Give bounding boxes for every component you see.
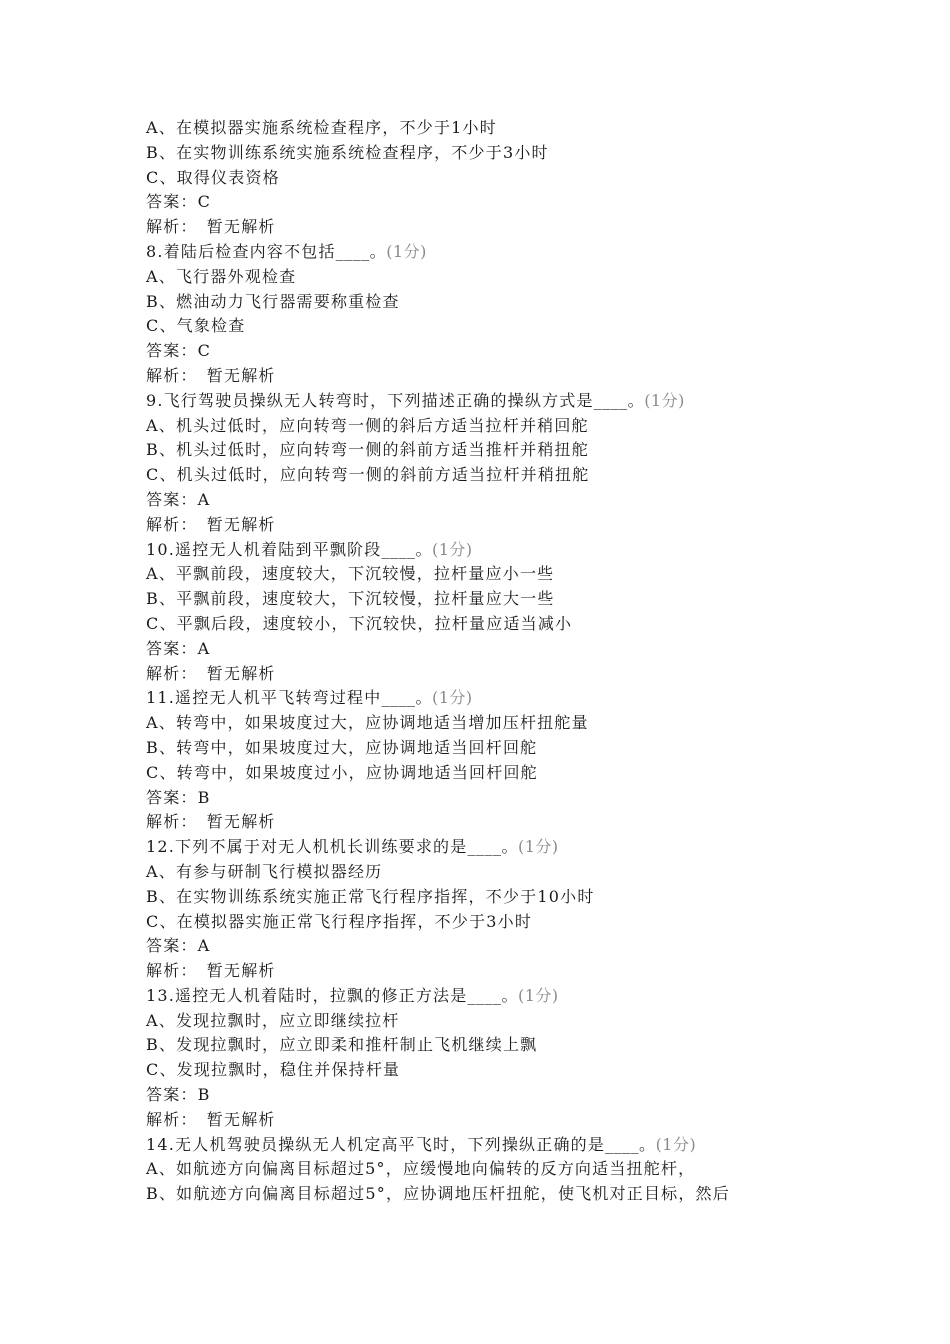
answer-blank: ____。 xyxy=(335,241,387,261)
stem-text: 9.飞行驾驶员操纵无人转弯时，下列描述正确的操纵方式是 xyxy=(146,390,594,410)
score-label: (1分) xyxy=(431,688,473,708)
answer: 答案：A xyxy=(146,936,211,956)
option: A、如航迹方向偏离目标超过5°，应缓慢地向偏转的反方向适当扭舵杆， xyxy=(146,1159,696,1179)
option: C、取得仪表资格 xyxy=(146,167,280,187)
answer: 答案：C xyxy=(146,192,212,212)
option: A、在模拟器实施系统检查程序，不少于1小时 xyxy=(146,118,497,137)
partial-question xyxy=(146,116,826,240)
question-9 xyxy=(146,389,826,538)
answer: 答案：C xyxy=(146,341,212,361)
question-stem xyxy=(146,538,826,563)
analysis: 解析： 暂无解析 xyxy=(146,1109,276,1129)
analysis: 解析： 暂无解析 xyxy=(146,961,276,981)
question-10 xyxy=(146,538,826,687)
score-label: (1分) xyxy=(644,390,685,410)
stem-text: 10.遥控无人机着陆到平飘阶段 xyxy=(146,539,382,559)
option: A、发现拉飘时，应立即继续拉杆 xyxy=(146,1010,400,1030)
option: C、发现拉飘时，稳住并保持杆量 xyxy=(146,1060,401,1080)
question-stem xyxy=(146,686,826,711)
answer: 答案：B xyxy=(146,787,211,807)
option: A、有参与研制飞行模拟器经历 xyxy=(146,861,383,881)
score-label: (1分) xyxy=(517,837,559,857)
question-12 xyxy=(146,835,826,984)
exam-page xyxy=(146,116,826,1207)
question-stem xyxy=(146,984,826,1009)
option: B、如航迹方向偏离目标超过5°，应协调地压杆扭舵，使飞机对正目标，然后 xyxy=(146,1184,730,1204)
question-stem xyxy=(146,835,826,860)
stem-text: 11.遥控无人机平飞转弯过程中 xyxy=(146,688,382,708)
question-stem xyxy=(146,1133,826,1158)
option: A、平飘前段，速度较大，下沉较慢，拉杆量应小一些 xyxy=(146,564,555,584)
option: B、转弯中，如果坡度过大，应协调地适当回杆回舵 xyxy=(146,737,538,757)
question-14 xyxy=(146,1133,826,1207)
stem-text: 8.着陆后检查内容不包括 xyxy=(146,241,336,261)
analysis: 解析： 暂无解析 xyxy=(146,514,276,534)
option: C、转弯中，如果坡度过小，应协调地适当回杆回舵 xyxy=(146,762,538,782)
option: B、平飘前段，速度较大，下沉较慢，拉杆量应大一些 xyxy=(146,589,555,609)
option: A、机头过低时，应向转弯一侧的斜后方适当拉杆并稍回舵 xyxy=(146,415,589,435)
option: B、燃油动力飞行器需要称重检查 xyxy=(146,291,400,311)
answer-blank: ____。 xyxy=(381,539,432,559)
question-stem xyxy=(146,389,826,414)
stem-text: 13.遥控无人机着陆时，拉飘的修正方法是 xyxy=(146,985,468,1005)
score-label: (1分) xyxy=(517,985,559,1005)
score-label: (1分) xyxy=(655,1134,697,1154)
stem-text: 14.无人机驾驶员操纵无人机定高平飞时，下列操纵正确的是 xyxy=(146,1134,606,1154)
answer-blank: ____。 xyxy=(467,837,518,857)
score-label: (1分) xyxy=(431,539,473,559)
analysis: 解析： 暂无解析 xyxy=(146,365,276,385)
answer-blank: ____。 xyxy=(467,985,518,1005)
option: C、平飘后段，速度较小，下沉较快，拉杆量应适当减小 xyxy=(146,613,573,633)
question-8 xyxy=(146,240,826,389)
option: B、发现拉飘时，应立即柔和推杆制止飞机继续上飘 xyxy=(146,1035,538,1055)
analysis: 解析： 暂无解析 xyxy=(146,812,276,832)
question-13 xyxy=(146,984,826,1133)
answer: 答案：B xyxy=(146,1085,211,1105)
question-stem xyxy=(146,240,826,265)
option: B、机头过低时，应向转弯一侧的斜前方适当推杆并稍扭舵 xyxy=(146,440,589,460)
option: A、飞行器外观检查 xyxy=(146,266,297,286)
question-11 xyxy=(146,686,826,835)
option: B、在实物训练系统实施正常飞行程序指挥，不少于10小时 xyxy=(146,886,595,906)
option: C、机头过低时，应向转弯一侧的斜前方适当拉杆并稍扭舵 xyxy=(146,465,590,485)
stem-text: 12.下列不属于对无人机机长训练要求的是 xyxy=(146,837,468,857)
score-label: (1分) xyxy=(386,241,427,261)
option: A、转弯中，如果坡度过大，应协调地适当增加压杆扭舵量 xyxy=(146,713,589,733)
answer-blank: ____。 xyxy=(593,390,645,410)
analysis: 解析： 暂无解析 xyxy=(146,217,276,237)
answer: 答案：A xyxy=(146,638,211,658)
analysis: 解析： 暂无解析 xyxy=(146,663,276,683)
option: B、在实物训练系统实施系统检查程序，不少于3小时 xyxy=(146,142,549,162)
answer: 答案：A xyxy=(146,489,211,509)
option: C、在模拟器实施正常飞行程序指挥，不少于3小时 xyxy=(146,911,533,931)
option: C、气象检查 xyxy=(146,316,246,336)
answer-blank: ____。 xyxy=(381,688,432,708)
answer-blank: ____。 xyxy=(605,1134,656,1154)
